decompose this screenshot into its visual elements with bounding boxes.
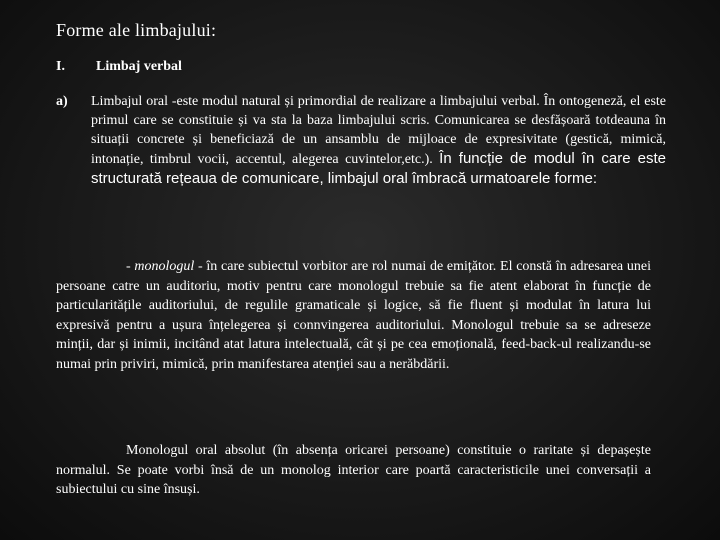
list-item-a-body [91, 92, 666, 189]
slide-title: Forme ale limbajului: [56, 20, 217, 40]
section-marker: I. [56, 59, 65, 74]
oral-language-definition: Limbajul oral -este modul natural și primordial de realizare a limbajului verbal. În ontogeneză, el este primul care se constituie și va sta la baza limbajului scris. Comunicarea se desfășoară totdeauna în situații concrete și beneficiază de un ansamblu de mijloace de expresivitate (gestică, mimică, intonație, timbrul vocii, accentul, alegerea cuvintelor,etc.). [91, 94, 666, 167]
absolute-monologue-text: Monologul oral absolut (în absența oricarei persoane) constituie o raritate și depașește normalul. Se poate vorbi însă de un monolog interior care poartă caracteristicile unei conversații a subiectului cu sine însuși. [56, 443, 651, 497]
monologue-description: - în care subiectul vorbitor are rol numai de emițător. El constă în adresarea unei persoane catre un auditoriu, motiv pentru care monologul trebuie sa fie atent elaborat în funcție de particularitățile auditoriului, de regulile gramaticale și logice, să fie fluent și modulat în latura lui expresivă pentru a ușura înțelegerea și connvingerea auditoriului. Monologul trebuie sa se adreseze minții, dar și inimii, incitând atat latura intelectuală, cât și pe cea emoțională, feed-back-ul realizandu-se numai prin priviri, mimică, prin manifestarea atenției sau a nerăbdării. [56, 259, 651, 372]
list-marker-a: a) [56, 94, 68, 109]
absolute-monologue-paragraph [56, 441, 651, 500]
oral-language-forms-intro: În funcție de modul în care este structurată rețeaua de comunicare, limbajul oral îmbracă urmatoarele forme: [91, 150, 666, 187]
monologue-lead: - [126, 259, 135, 274]
monologue-paragraph [56, 257, 651, 374]
section-label: Limbaj verbal [96, 59, 182, 74]
monologue-term: monologul [134, 259, 195, 274]
